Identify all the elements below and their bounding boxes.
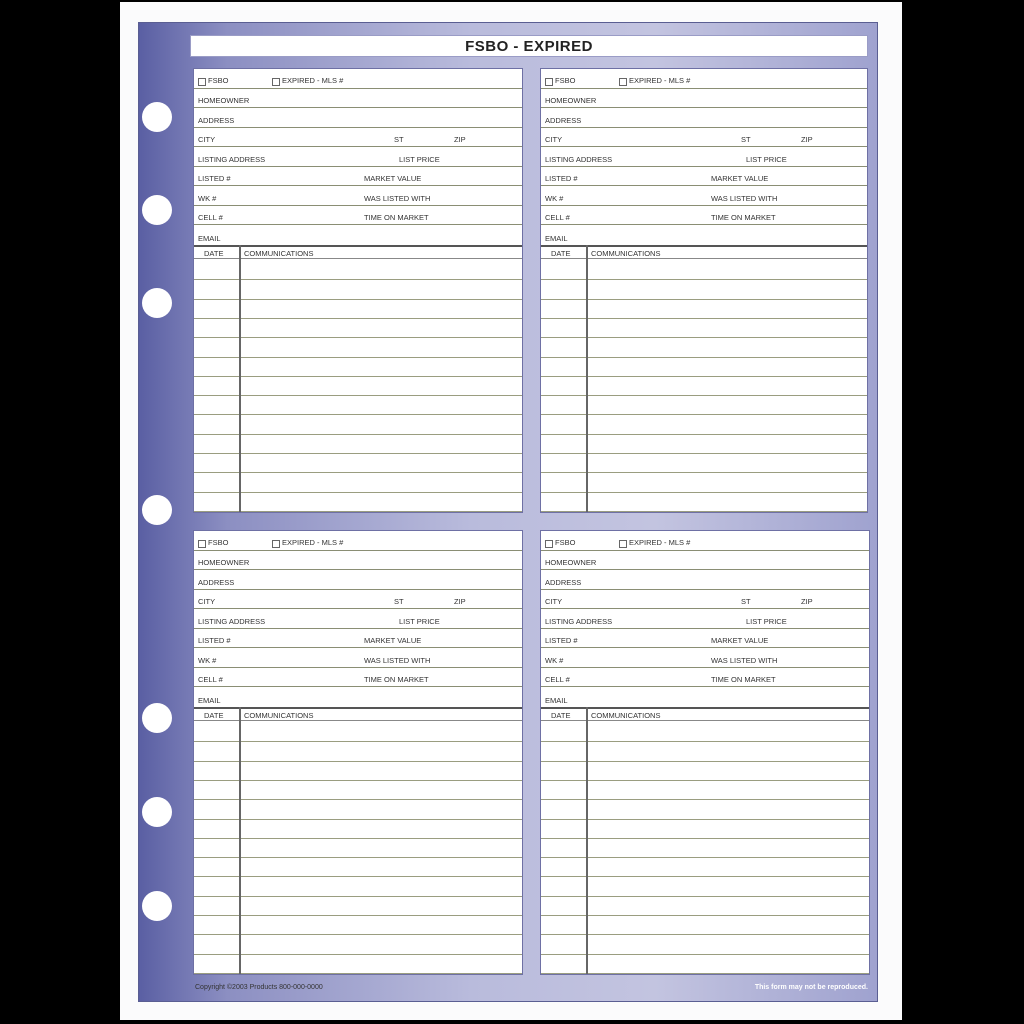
log-row[interactable] <box>194 300 522 319</box>
city-field[interactable] <box>194 128 522 148</box>
log-row[interactable] <box>194 935 522 954</box>
listed-label: LISTED # <box>545 174 578 183</box>
state-label: ST <box>394 135 404 144</box>
log-row[interactable] <box>194 358 522 377</box>
expired-checkbox[interactable] <box>272 76 343 85</box>
address-label: ADDRESS <box>545 115 582 125</box>
checkbox-icon <box>619 78 627 86</box>
was-listed-with-label: WAS LISTED WITH <box>711 193 778 203</box>
listed-label: LISTED # <box>198 636 231 645</box>
listing-address-label: LISTING ADDRESS <box>198 616 266 626</box>
binder-hole <box>142 102 172 132</box>
state-label: ST <box>741 135 751 144</box>
communications-column-header: COMMUNICATIONS <box>244 248 314 258</box>
log-row[interactable] <box>541 742 869 761</box>
date-column-header: DATE <box>551 248 571 258</box>
email-label: EMAIL <box>545 695 568 705</box>
address-field[interactable] <box>541 108 867 128</box>
cell-field[interactable] <box>541 206 867 226</box>
listing-address-label: LISTING ADDRESS <box>545 616 613 626</box>
communications-header <box>541 245 867 259</box>
fsbo-label: FSBO <box>555 538 576 548</box>
wk-label: WK # <box>198 193 217 203</box>
log-row[interactable] <box>541 820 869 839</box>
binder-hole <box>142 495 172 525</box>
communications-log-grid[interactable] <box>194 723 522 974</box>
email-field[interactable] <box>541 225 867 245</box>
communications-column-header: COMMUNICATIONS <box>591 248 661 258</box>
email-label: EMAIL <box>198 695 221 705</box>
email-field[interactable] <box>194 687 522 707</box>
log-row[interactable] <box>194 781 522 800</box>
log-row[interactable] <box>194 742 522 761</box>
log-row[interactable] <box>541 493 867 512</box>
list-price-label: LIST PRICE <box>746 616 787 626</box>
binder-hole <box>142 891 172 921</box>
listing-address-field[interactable] <box>541 147 867 167</box>
column-divider <box>586 707 588 974</box>
wk-label: WK # <box>198 655 217 665</box>
date-column-header: DATE <box>204 710 224 720</box>
cell-field[interactable] <box>541 668 869 688</box>
contact-panel-top-left <box>193 68 523 513</box>
was-listed-with-label: WAS LISTED WITH <box>364 655 431 665</box>
log-row[interactable] <box>541 473 867 492</box>
checkbox-icon <box>198 78 206 86</box>
log-row[interactable] <box>194 261 522 280</box>
address-label: ADDRESS <box>545 577 582 587</box>
type-row <box>541 531 869 551</box>
communications-column-header: COMMUNICATIONS <box>244 710 314 720</box>
log-row[interactable] <box>541 800 869 819</box>
email-label: EMAIL <box>198 233 221 243</box>
communications-header <box>194 707 522 721</box>
homeowner-label: HOMEOWNER <box>198 96 250 105</box>
address-label: ADDRESS <box>198 115 235 125</box>
market-value-label: MARKET VALUE <box>364 636 422 645</box>
listed-field[interactable] <box>541 629 869 649</box>
fsbo-checkbox[interactable] <box>198 76 228 85</box>
time-on-market-label: TIME ON MARKET <box>711 675 776 684</box>
listed-field[interactable] <box>194 167 522 187</box>
log-row[interactable] <box>194 800 522 819</box>
list-price-label: LIST PRICE <box>746 154 787 164</box>
log-row[interactable] <box>541 338 867 357</box>
wk-field[interactable] <box>194 186 522 206</box>
log-row[interactable] <box>194 916 522 935</box>
log-row[interactable] <box>541 858 869 877</box>
reproduction-notice: This form may not be reproduced. <box>754 984 868 991</box>
communications-column-header: COMMUNICATIONS <box>591 710 661 720</box>
communications-log-grid[interactable] <box>541 261 867 512</box>
listed-field[interactable] <box>194 629 522 649</box>
log-row[interactable] <box>194 319 522 338</box>
log-row[interactable] <box>194 493 522 512</box>
log-row[interactable] <box>541 319 867 338</box>
log-row[interactable] <box>194 280 522 299</box>
wk-field[interactable] <box>541 648 869 668</box>
fsbo-label: FSBO <box>208 538 229 548</box>
address-field[interactable] <box>541 570 869 590</box>
listed-label: LISTED # <box>198 174 231 183</box>
log-row[interactable] <box>194 762 522 781</box>
log-row[interactable] <box>541 300 867 319</box>
list-price-label: LIST PRICE <box>399 616 440 626</box>
binder-hole <box>142 797 172 827</box>
log-row[interactable] <box>194 955 522 974</box>
log-row[interactable] <box>194 858 522 877</box>
log-row[interactable] <box>541 897 869 916</box>
cell-label: CELL # <box>198 675 223 684</box>
log-row[interactable] <box>194 839 522 858</box>
log-row[interactable] <box>541 280 867 299</box>
address-label: ADDRESS <box>198 577 235 587</box>
listing-address-label: LISTING ADDRESS <box>545 154 613 164</box>
time-on-market-label: TIME ON MARKET <box>364 675 429 684</box>
zip-label: ZIP <box>454 135 466 144</box>
log-row[interactable] <box>541 916 869 935</box>
expired-label: EXPIRED - MLS # <box>629 76 691 86</box>
state-label: ST <box>741 597 751 606</box>
homeowner-field[interactable] <box>541 551 869 571</box>
wk-label: WK # <box>545 655 564 665</box>
column-divider <box>239 245 241 512</box>
listing-address-field[interactable] <box>194 609 522 629</box>
form-title: FSBO - EXPIRED <box>190 35 868 57</box>
checkbox-icon <box>272 78 280 86</box>
checkbox-icon <box>545 540 553 548</box>
time-on-market-label: TIME ON MARKET <box>364 213 429 222</box>
city-field[interactable] <box>194 590 522 610</box>
listing-address-label: LISTING ADDRESS <box>198 154 266 164</box>
binder-hole <box>142 195 172 225</box>
checkbox-icon <box>545 78 553 86</box>
cell-label: CELL # <box>545 213 570 222</box>
log-row[interactable] <box>541 415 867 434</box>
log-row[interactable] <box>194 473 522 492</box>
communications-log-grid[interactable] <box>541 723 869 974</box>
homeowner-field[interactable] <box>541 89 867 109</box>
communications-header <box>194 245 522 259</box>
wk-label: WK # <box>545 193 564 203</box>
homeowner-label: HOMEOWNER <box>545 558 597 567</box>
communications-header <box>541 707 869 721</box>
log-row[interactable] <box>194 338 522 357</box>
homeowner-label: HOMEOWNER <box>545 96 597 105</box>
zip-label: ZIP <box>454 597 466 606</box>
log-row[interactable] <box>194 454 522 473</box>
type-row <box>541 69 867 89</box>
log-row[interactable] <box>541 762 869 781</box>
expired-checkbox[interactable] <box>272 538 343 547</box>
listing-address-field[interactable] <box>194 147 522 167</box>
contact-panel-top-right <box>540 68 868 513</box>
log-row[interactable] <box>541 877 869 896</box>
market-value-label: MARKET VALUE <box>711 636 769 645</box>
log-row[interactable] <box>194 396 522 415</box>
log-row[interactable] <box>541 723 869 742</box>
fsbo-label: FSBO <box>555 76 576 86</box>
city-label: CITY <box>198 135 216 144</box>
address-field[interactable] <box>194 108 522 128</box>
listed-field[interactable] <box>541 167 867 187</box>
cell-field[interactable] <box>194 206 522 226</box>
contact-panel-bottom-right <box>540 530 870 975</box>
was-listed-with-label: WAS LISTED WITH <box>364 193 431 203</box>
city-label: CITY <box>198 597 216 606</box>
listed-label: LISTED # <box>545 636 578 645</box>
homeowner-field[interactable] <box>194 89 522 109</box>
log-row[interactable] <box>194 435 522 454</box>
zip-label: ZIP <box>801 135 813 144</box>
log-row[interactable] <box>541 435 867 454</box>
binder-hole <box>142 703 172 733</box>
log-row[interactable] <box>194 877 522 896</box>
wk-field[interactable] <box>194 648 522 668</box>
city-label: CITY <box>545 135 563 144</box>
expired-label: EXPIRED - MLS # <box>282 76 344 86</box>
expired-checkbox[interactable] <box>619 76 690 85</box>
market-value-label: MARKET VALUE <box>711 174 769 183</box>
column-divider <box>239 707 241 974</box>
expired-checkbox[interactable] <box>619 538 690 547</box>
log-row[interactable] <box>194 377 522 396</box>
city-field[interactable] <box>541 590 869 610</box>
fsbo-checkbox[interactable] <box>545 76 575 85</box>
log-row[interactable] <box>541 935 869 954</box>
listing-address-field[interactable] <box>541 609 869 629</box>
log-row[interactable] <box>541 261 867 280</box>
log-row[interactable] <box>541 955 869 974</box>
type-row <box>194 531 522 551</box>
column-divider <box>586 245 588 512</box>
was-listed-with-label: WAS LISTED WITH <box>711 655 778 665</box>
log-row[interactable] <box>541 358 867 377</box>
contact-panel-bottom-left <box>193 530 523 975</box>
expired-label: EXPIRED - MLS # <box>629 538 691 548</box>
log-row[interactable] <box>194 415 522 434</box>
checkbox-icon <box>198 540 206 548</box>
log-row[interactable] <box>194 723 522 742</box>
wk-field[interactable] <box>541 186 867 206</box>
homeowner-label: HOMEOWNER <box>198 558 250 567</box>
log-row[interactable] <box>194 897 522 916</box>
binder-hole <box>142 288 172 318</box>
log-row[interactable] <box>541 781 869 800</box>
fsbo-checkbox[interactable] <box>545 538 575 547</box>
email-field[interactable] <box>541 687 869 707</box>
zip-label: ZIP <box>801 597 813 606</box>
checkbox-icon <box>619 540 627 548</box>
homeowner-field[interactable] <box>194 551 522 571</box>
communications-log-grid[interactable] <box>194 261 522 512</box>
log-row[interactable] <box>541 377 867 396</box>
email-label: EMAIL <box>545 233 568 243</box>
address-field[interactable] <box>194 570 522 590</box>
fsbo-checkbox[interactable] <box>198 538 228 547</box>
cell-field[interactable] <box>194 668 522 688</box>
date-column-header: DATE <box>204 248 224 258</box>
state-label: ST <box>394 597 404 606</box>
log-row[interactable] <box>194 820 522 839</box>
cell-label: CELL # <box>198 213 223 222</box>
city-field[interactable] <box>541 128 867 148</box>
list-price-label: LIST PRICE <box>399 154 440 164</box>
copyright-text: Copyright ©2003 Products 800-000-0000 <box>195 984 323 991</box>
log-row[interactable] <box>541 454 867 473</box>
expired-label: EXPIRED - MLS # <box>282 538 344 548</box>
time-on-market-label: TIME ON MARKET <box>711 213 776 222</box>
cell-label: CELL # <box>545 675 570 684</box>
log-row[interactable] <box>541 839 869 858</box>
type-row <box>194 69 522 89</box>
market-value-label: MARKET VALUE <box>364 174 422 183</box>
date-column-header: DATE <box>551 710 571 720</box>
log-row[interactable] <box>541 396 867 415</box>
checkbox-icon <box>272 540 280 548</box>
email-field[interactable] <box>194 225 522 245</box>
fsbo-label: FSBO <box>208 76 229 86</box>
city-label: CITY <box>545 597 563 606</box>
